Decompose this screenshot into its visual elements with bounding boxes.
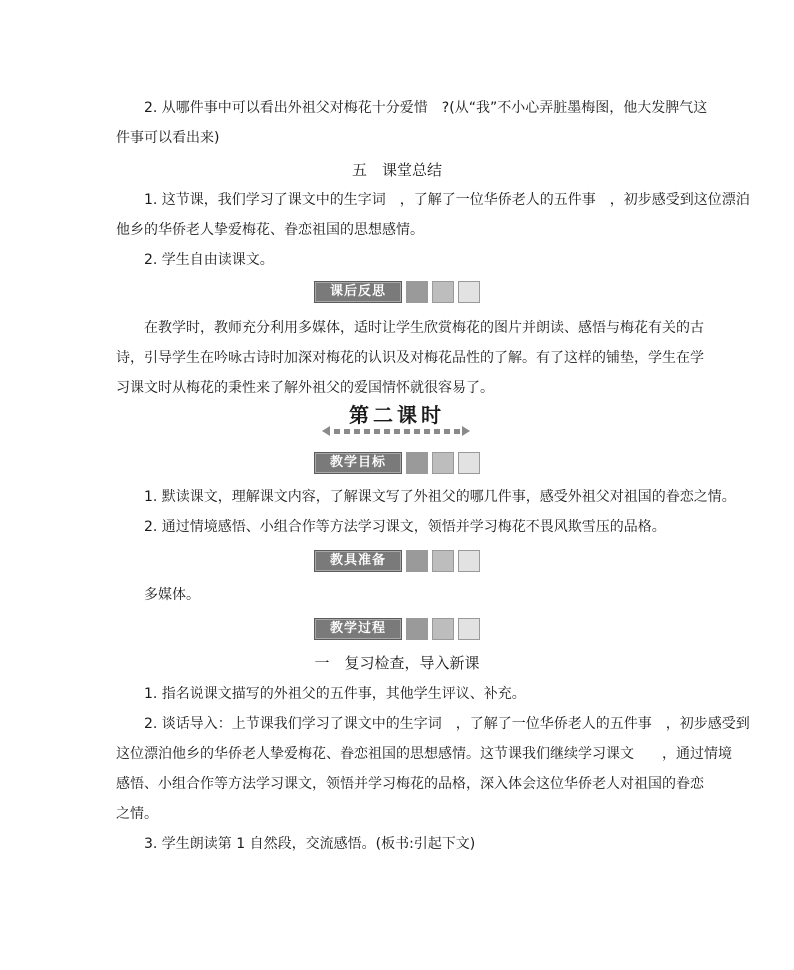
goal-1: 1. 默读课文，理解课文内容，了解课文写了外祖父的哪几件事，感受外祖父对祖国的眷恋之情。 — [144, 489, 736, 505]
tag-square-icon — [406, 618, 428, 640]
tag-square-icon — [406, 452, 428, 474]
process-2-line-1: 2. 谈话导入：上节课我们学习了课文中的生字词 ，了解了一位华侨老人的五件事 ，初步感受到 — [144, 716, 750, 732]
tag-reflection — [314, 281, 480, 303]
summary-2: 2. 学生自由读课文。 — [144, 252, 274, 268]
lesson-title: 第二课时 — [349, 403, 445, 427]
question-2-line-1: 2. 从哪件事中可以看出外祖父对梅花十分爱惜 ?(从“我”不小心弄脏墨梅图，他大发脾气这 — [144, 100, 708, 116]
process-2-line-4: 之情。 — [116, 806, 158, 822]
title-divider-icon — [320, 424, 472, 438]
reflection-line-3: 习课文时从梅花的秉性来了解外祖父的爱国情怀就很容易了。 — [116, 380, 494, 396]
tag-process-label: 教学过程 — [314, 618, 402, 640]
tag-tools-label: 教具准备 — [314, 550, 402, 572]
tag-square-icon — [432, 550, 454, 572]
tag-square-icon — [406, 550, 428, 572]
process-2-line-2: 这位漂泊他乡的华侨老人挚爱梅花、眷恋祖国的思想感情。这节课我们继续学习课文 ，通过情境 — [116, 746, 732, 762]
tag-square-icon — [458, 452, 480, 474]
goal-2: 2. 通过情境感悟、小组合作等方法学习课文，领悟并学习梅花不畏风欺雪压的品格。 — [144, 519, 666, 535]
reflection-line-2: 诗，引导学生在吟咏古诗时加深对梅花的认识及对梅花品性的了解。有了这样的铺垫，学生在学 — [116, 350, 704, 366]
tag-square-icon — [432, 618, 454, 640]
tag-square-icon — [458, 281, 480, 303]
reflection-line-1: 在教学时，教师充分利用多媒体，适时让学生欣赏梅花的图片并朗读、感悟与梅花有关的古 — [144, 320, 704, 336]
tag-tools — [314, 550, 480, 572]
tools-text: 多媒体。 — [144, 587, 200, 603]
tag-square-icon — [432, 452, 454, 474]
tag-goals-label: 教学目标 — [314, 452, 402, 474]
process-2-line-3: 感悟、小组合作等方法学习课文，领悟并学习梅花的品格，深入体会这位华侨老人对祖国的眷恋 — [116, 776, 704, 792]
tag-square-icon — [406, 281, 428, 303]
tag-square-icon — [432, 281, 454, 303]
section-heading-review: 一 复习检查，导入新课 — [314, 654, 480, 672]
tag-square-icon — [458, 550, 480, 572]
tag-process — [314, 618, 480, 640]
process-1: 1. 指名说课文描写的外祖父的五件事，其他学生评议、补充。 — [144, 686, 526, 702]
summary-1-line-2: 他乡的华侨老人挚爱梅花、眷恋祖国的思想感情。 — [116, 222, 424, 238]
tag-square-icon — [458, 618, 480, 640]
process-3: 3. 学生朗读第 1 自然段，交流感悟。(板书:引起下文) — [144, 836, 476, 852]
section-heading-summary: 五 课堂总结 — [351, 161, 442, 179]
tag-goals — [314, 452, 480, 474]
summary-1-line-1: 1. 这节课，我们学习了课文中的生字词 ，了解了一位华侨老人的五件事 ，初步感受到这位漂泊 — [144, 192, 750, 208]
question-2-line-2: 件事可以看出来) — [116, 130, 220, 146]
tag-reflection-label: 课后反思 — [314, 281, 402, 303]
